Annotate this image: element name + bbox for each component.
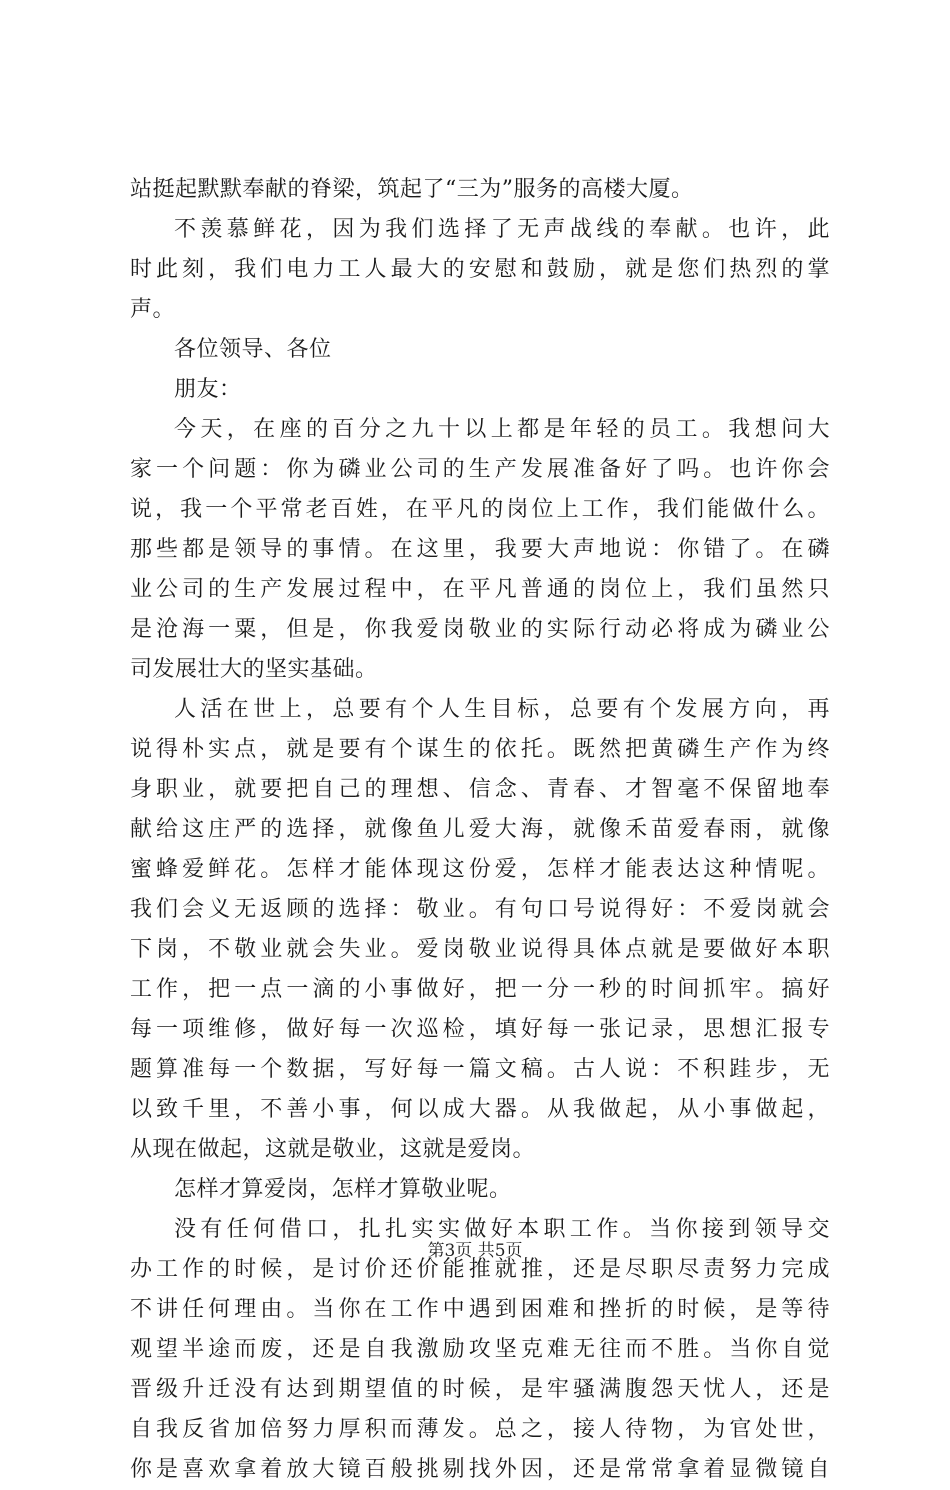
text-line: 我们会义无返顾的选择：敬业。有句口号说得好：不爱岗就会 [130,897,830,922]
text-line: 说得朴实点，就是要有个谋生的依托。既然把黄磷生产作为终 [130,737,830,762]
text-line: 不羡慕鲜花，因为我们选择了无声战线的奉献。也许，此 [174,217,830,242]
text-line: 观望半途而废，还是自我激励攻坚克难无往而不胜。当你自觉 [130,1337,830,1362]
text-line: 蜜蜂爱鲜花。怎样才能体现这份爱，怎样才能表达这种情呢。 [130,857,830,882]
text-line: 工作，把一点一滴的小事做好，把一分一秒的时间抓牢。搞好 [130,977,830,1002]
text-line: 晋级升迁没有达到期望值的时候，是牢骚满腹怨天忧人，还是 [130,1377,830,1402]
text-line: 以致千里，不善小事，何以成大器。从我做起，从小事做起， [130,1097,830,1122]
text-line: 各位领导、各位 [174,337,332,362]
text-line: 今天，在座的百分之九十以上都是年轻的员工。我想问大 [174,417,830,442]
text-line: 下岗，不敬业就会失业。爱岗敬业说得具体点就是要做好本职 [130,937,830,962]
text-line: 时此刻，我们电力工人最大的安慰和鼓励，就是您们热烈的掌 [130,257,830,282]
text-line: 说，我一个平常老百姓，在平凡的岗位上工作，我们能做什么。 [130,497,830,522]
text-line: 怎样才算爱岗，怎样才算敬业呢。 [174,1177,512,1202]
document-body [130,170,830,1490]
text-line: 是沧海一粟，但是，你我爱岗敬业的实际行动必将成为磷业公 [130,617,830,642]
text-line: 题算准每一个数据，写好每一篇文稿。古人说：不积跬步，无 [130,1057,830,1082]
text-line: 不讲任何理由。当你在工作中遇到困难和挫折的时候，是等待 [130,1297,830,1322]
text-line: 朋友： [174,377,242,402]
text-line: 办工作的时候，是讨价还价能推就推，还是尽职尽责努力完成 [130,1257,830,1282]
text-line: 家一个问题：你为磷业公司的生产发展准备好了吗。也许你会 [130,457,830,482]
text-line: 司发展壮大的坚实基础。 [130,657,378,682]
text-line: 没有任何借口，扎扎实实做好本职工作。当你接到领导交 [174,1217,830,1242]
text-line: 人活在世上，总要有个人生目标，总要有个发展方向，再 [174,697,830,722]
text-line: 你是喜欢拿着放大镜百般挑剔找外因，还是常常拿着显微镜自 [130,1457,830,1482]
text-line: 站挺起默默奉献的脊梁，筑起了“三为”服务的高楼大厦。 [130,177,694,202]
text-line: 身职业，就要把自己的理想、信念、青春、才智毫不保留地奉 [130,777,830,802]
text-line: 业公司的生产发展过程中，在平凡普通的岗位上，我们虽然只 [130,577,830,602]
text-line: 每一项维修，做好每一次巡检，填好每一张记录，思想汇报专 [130,1017,830,1042]
text-line: 献给这庄严的选择，就像鱼儿爱大海，就像禾苗爱春雨，就像 [130,817,830,842]
page-number-footer: 第3页 共5页 [427,1241,523,1261]
text-line: 从现在做起，这就是敬业，这就是爱岗。 [130,1137,536,1162]
text-line: 自我反省加倍努力厚积而薄发。总之，接人待物，为官处世， [130,1417,830,1442]
text-line: 声。 [130,297,176,322]
text-line: 那些都是领导的事情。在这里，我要大声地说：你错了。在磷 [130,537,830,562]
